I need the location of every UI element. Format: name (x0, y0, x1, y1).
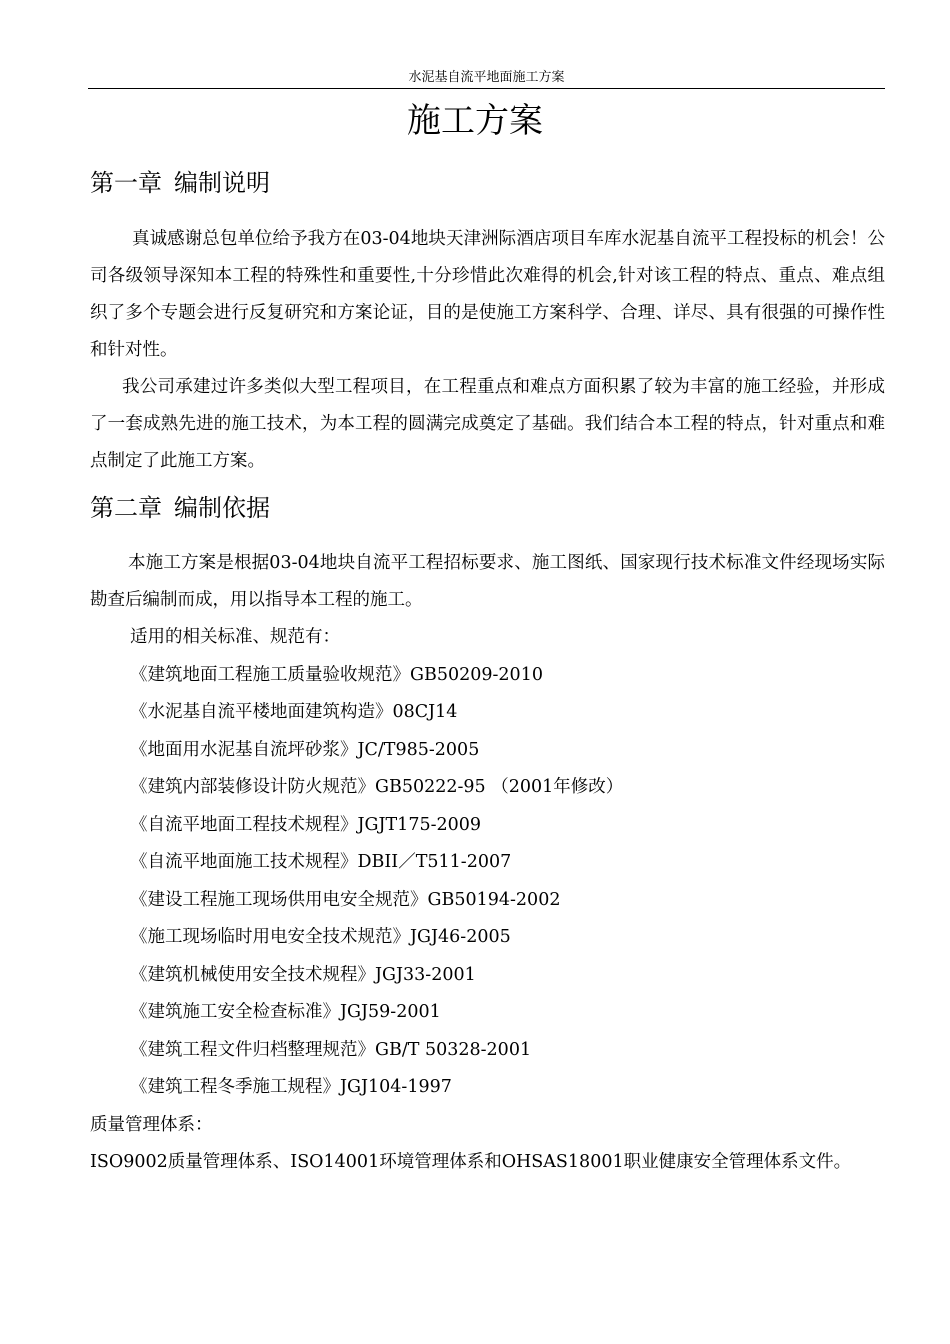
standard-item: 《自流平地面施工技术规程》DBII／T511-2007 (130, 852, 512, 872)
standard-item: 《建筑工程文件归档整理规范》GB/T 50328-2001 (130, 1039, 532, 1060)
standard-item: 《自流平地面工程技术规程》JGJT175-2009 (130, 814, 482, 835)
chapter-1-paragraph-1: 真诚感谢总包单位给予我方在03-04地块天津洲际酒店项目车库水泥基自流平工程投标的机会！公司各级领导深知本工程的特殊性和重要性,十分珍惜此次难得的机会,针对该工程的特点、重点、难点组织了多个专题会进行反复研究和方案论证，目的是使施工方案科学、合理、详尽、具有很强的可操作性和针对性。 (90, 229, 885, 360)
quality-system-heading: 质量管理体系： (90, 1115, 213, 1135)
standard-item: 《水泥基自流平楼地面建筑构造》08CJ14 (130, 702, 458, 722)
standard-item: 《施工现场临时用电安全技术规范》JGJ46-2005 (130, 927, 511, 947)
standard-item: 《建筑工程冬季施工规程》JGJ104-1997 (130, 1077, 452, 1097)
standard-item: 《建筑机械使用安全技术规程》JGJ33-2001 (130, 964, 476, 985)
chapter-1-paragraph-2: 我公司承建过许多类似大型工程项目，在工程重点和难点方面积累了较为丰富的施工经验，并形成了一套成熟先进的施工技术，为本工程的圆满完成奠定了基础。我们结合本工程的特点，针对重点和难点制定了此施工方案。 (90, 377, 885, 471)
standard-item: 《建筑内部装修设计防火规范》GB50222-95 （2001年修改） (130, 777, 624, 797)
standard-item: 《建筑施工安全检查标准》JGJ59-2001 (130, 1002, 441, 1022)
standards-intro: 适用的相关标准、规范有： (130, 627, 340, 647)
standard-item: 《建筑地面工程施工质量验收规范》GB50209-2010 (130, 664, 543, 685)
quality-system-text: ISO9002质量管理体系、ISO14001环境管理体系和OHSAS18001职业健康安全管理体系文件。 (90, 1152, 852, 1172)
chapter-2-paragraph: 本施工方案是根据03-04地块自流平工程招标要求、施工图纸、国家现行技术标准文件经现场实际勘查后编制而成，用以指导本工程的施工。 (90, 553, 885, 610)
standard-item: 《地面用水泥基自流坪砂浆》JC/T985-2005 (130, 739, 480, 760)
header-rule (88, 88, 885, 89)
standard-item: 《建设工程施工现场供用电安全规范》GB50194-2002 (130, 889, 561, 910)
document-title: 施工方案 (407, 101, 543, 141)
chapter-1-heading: 第一章 编制说明 (90, 169, 270, 197)
chapter-2-heading: 第二章 编制依据 (90, 494, 282, 522)
running-header: 水泥基自流平地面施工方案 (408, 70, 565, 85)
standards-list (130, 619, 885, 1107)
